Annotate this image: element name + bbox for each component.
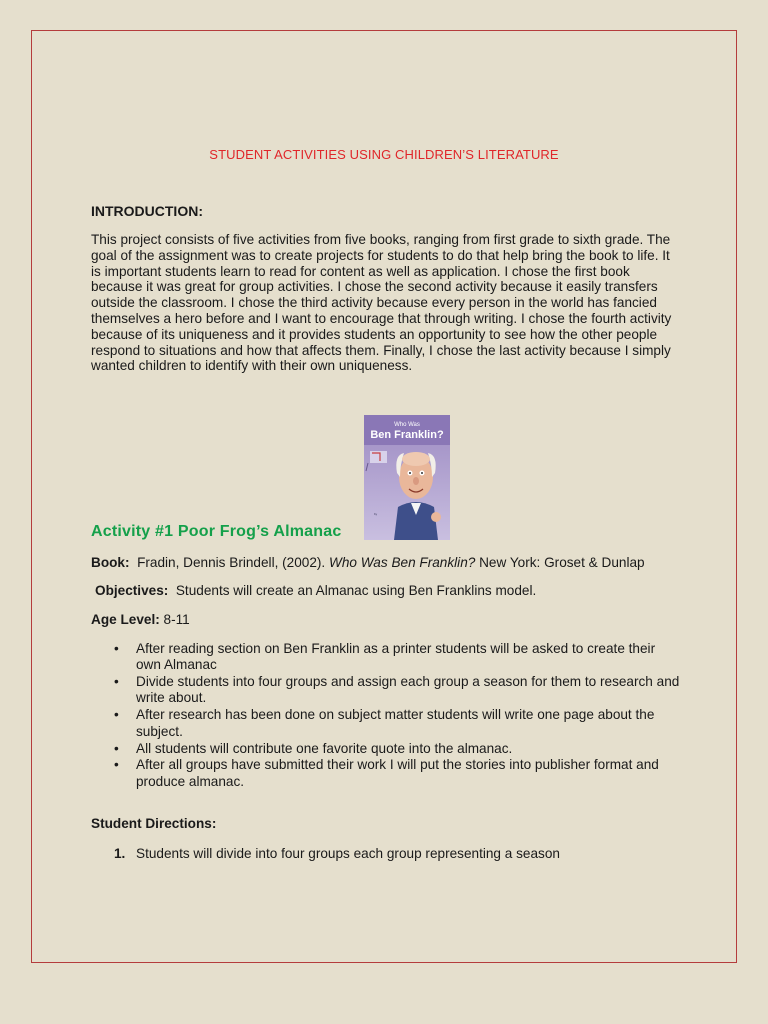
list-item (91, 757, 681, 790)
book-citation-author: Fradin, Dennis Brindell, (2002). (137, 555, 326, 570)
direction-item (114, 846, 560, 861)
bullet-icon: • (114, 707, 119, 723)
activity-steps-list (91, 641, 681, 791)
list-item (91, 741, 681, 757)
list-item-text: All students will contribute one favorite quote into the almanac. (136, 740, 513, 756)
list-item-text: After all groups have submitted their work I will put the stories into publisher format and produce almanac. (136, 757, 659, 789)
book-citation-title: Who Was Ben Franklin? (329, 555, 476, 570)
svg-text:by: by (374, 512, 378, 516)
list-item-text: After reading section on Ben Franklin as a printer students will be asked to create their own Almanac (136, 641, 656, 673)
introduction-paragraph: This project consists of five activities from five books, ranging from first grade to sixth grade. The goal of the assignment was to create projects for students to do that help bring the book to life. It is important students learn to read for content as well as application. I chose the first book because it was great for group activities. I chose the second activity because it easily transfers outside the classroom. I chose the third activity because every person in the world has fancied themselves a hero before and I want to encourage that through writing. I chose the fourth activity because of its uniqueness and it provides students an opportunity to see how the other people respond to situations and how that affects them. Finally, I chose the last activity because I simply wanted children to identify with their own uniqueness. (91, 232, 672, 374)
book-line (91, 555, 645, 570)
age-level-label: Age Level: (91, 612, 160, 627)
direction-text: Students will divide into four groups each group representing a season (136, 846, 560, 861)
age-level-line (91, 612, 190, 627)
document-title: STUDENT ACTIVITIES USING CHILDREN’S LITERATURE (209, 147, 559, 162)
objectives-label: Objectives: (95, 583, 169, 598)
activity-heading: Activity #1 Poor Frog’s Almanac (91, 523, 342, 540)
list-item (91, 707, 681, 740)
list-item-text: After research has been done on subject matter students will write one page about the subject. (136, 707, 655, 739)
list-item-text: Divide students into four groups and assign each group a season for them to research and write about. (136, 674, 680, 706)
bullet-icon: • (114, 740, 119, 756)
book-citation-publisher: New York: Groset & Dunlap (479, 555, 645, 570)
objectives-line (95, 583, 536, 598)
cover-small-title: Who Was (394, 422, 420, 428)
book-label: Book: (91, 555, 130, 570)
student-directions-heading: Student Directions: (91, 816, 217, 831)
list-item (91, 674, 681, 707)
direction-number: 1. (114, 846, 126, 861)
introduction-heading: INTRODUCTION: (91, 203, 203, 219)
cover-big-title: Ben Franklin? (370, 429, 444, 441)
bullet-icon: • (114, 674, 119, 690)
book-cover-image (364, 415, 450, 540)
age-level-value: 8-11 (163, 612, 190, 627)
objectives-text: Students will create an Almanac using Ben Franklins model. (175, 583, 537, 598)
bullet-icon: • (114, 757, 119, 773)
list-item (91, 641, 681, 674)
bullet-icon: • (114, 641, 119, 656)
